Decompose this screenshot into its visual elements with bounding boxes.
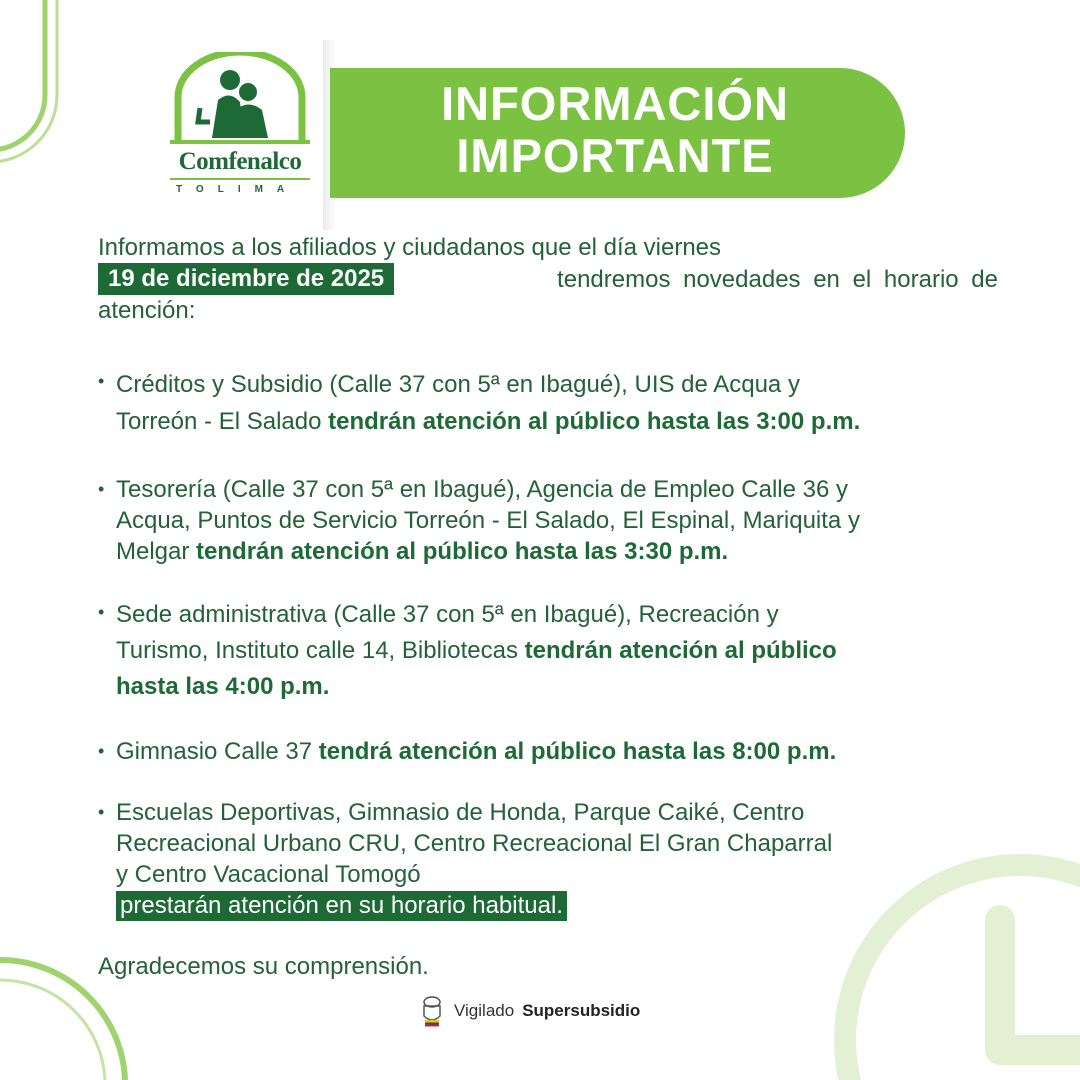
closing-text: Agradecemos su comprensión.: [98, 953, 429, 980]
item-text: Gimnasio Calle 37: [116, 738, 319, 765]
date-highlight: 19 de diciembre de 2025: [98, 263, 394, 295]
bullet: •: [98, 479, 105, 499]
top-left-arc-decoration: [0, 0, 70, 170]
page-title: [330, 78, 900, 182]
list-item: [98, 736, 998, 767]
intro-line-2: [98, 263, 998, 295]
item-text: Créditos y Subsidio (Calle 37 con 5ª en Ibagué), UIS de Acqua y: [116, 371, 800, 398]
intro-line-3: atención:: [98, 297, 196, 324]
bullet: •: [98, 741, 105, 761]
footer-brand: Supersubsidio: [522, 1001, 641, 1020]
colombia-coat-of-arms-icon: [418, 994, 446, 1028]
item-hours: tendrá atención al público hasta las 8:00 p.m.: [318, 738, 837, 765]
intro-paragraph: [98, 232, 998, 326]
bullet: •: [98, 602, 105, 622]
item-text: Escuelas Deportivas, Gimnasio de Honda, Parque Caiké, Centro: [116, 799, 805, 826]
item-text: Acqua, Puntos de Servicio Torreón - El Salado, El Espinal, Mariquita y: [116, 507, 860, 534]
item-hours: hasta las 4:00 p.m.: [116, 673, 330, 700]
item-text: Torreón - El Salado: [116, 408, 329, 435]
title-line-2: IMPORTANTE: [456, 129, 774, 182]
intro-line-1: Informamos a los afiliados y ciudadanos que el día viernes: [98, 234, 722, 261]
comfenalco-logo: [170, 52, 315, 202]
intro-rest: tendremos novedades en el horario de: [557, 265, 998, 293]
title-line-1: INFORMACIÓN: [441, 77, 789, 130]
list-item: [98, 797, 998, 921]
footer-prefix: Vigilado: [454, 1001, 515, 1020]
bullet: •: [98, 802, 105, 822]
item-text: Turismo, Instituto calle 14, Bibliotecas: [116, 637, 525, 664]
bullet: •: [98, 371, 105, 391]
item-text: y Centro Vacacional Tomogó: [116, 861, 421, 888]
footer-supervision: [418, 993, 640, 1029]
list-item: [98, 366, 998, 440]
logo-divider: [170, 178, 310, 180]
logo-subtitle: TOLIMA: [176, 184, 299, 195]
item-text: Recreacional Urbano CRU, Centro Recreacional El Gran Chaparral: [116, 830, 833, 857]
item-text: Melgar: [116, 538, 197, 565]
item-hours: tendrán atención al público hasta las 3:00 p.m.: [328, 408, 861, 435]
item-text: Tesorería (Calle 37 con 5ª en Ibagué), Agencia de Empleo Calle 36 y: [116, 476, 848, 503]
item-hours: tendrán atención al público hasta las 3:30 p.m.: [196, 538, 729, 565]
item-text: Sede administrativa (Calle 37 con 5ª en Ibagué), Recreación y: [116, 601, 779, 628]
logo-wordmark: Comfenalco: [178, 148, 302, 175]
habitual-hours-highlight: prestarán atención en su horario habitual.: [116, 891, 567, 921]
family-logo-icon: [170, 52, 310, 152]
item-hours: tendrán atención al público: [524, 637, 837, 664]
list-item: [98, 474, 998, 567]
list-item: [98, 597, 998, 705]
